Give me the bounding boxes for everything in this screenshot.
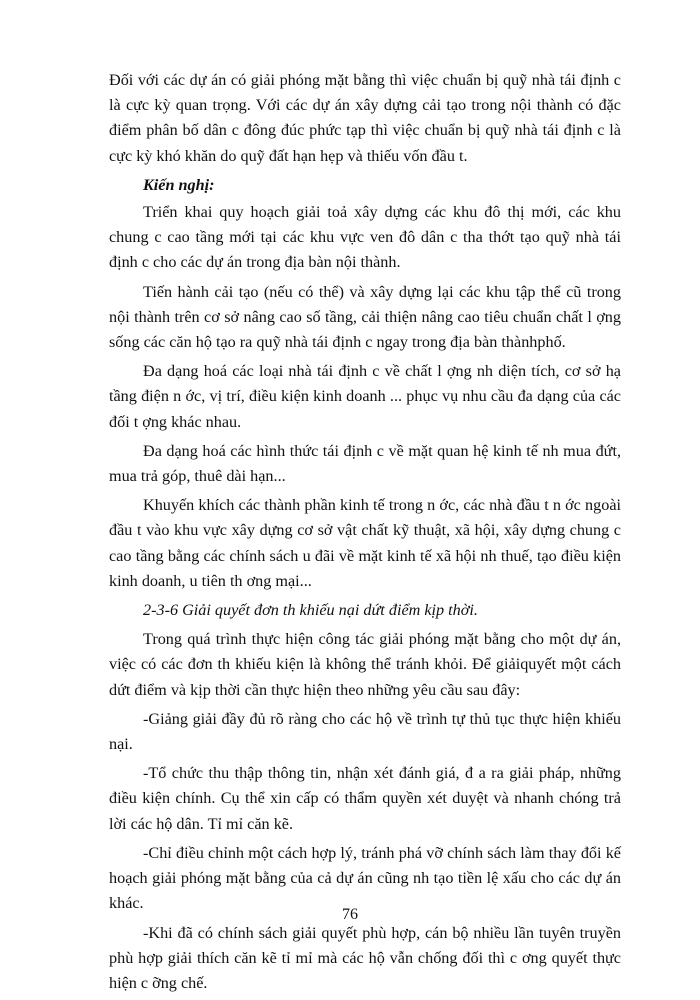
list-item-enforce: -Khi đã có chính sách giải quyết phù hợp, cán bộ nhiều lần tuyên truyền phù hợp giải thích căn kẽ tỉ mỉ mà các hộ vẫn chống đối thì c ơng quyết thực hiện c ỡng chế.	[109, 923, 621, 992]
page-body	[109, 68, 621, 1000]
paragraph-intro: Đối với các dự án có giải phóng mặt bằng thì việc chuẩn bị quỹ nhà tái định c là cực kỳ quan trọng. Với các dự án xây dựng cải tạo trong nội thành có đặc điểm phân bố dân c đông đúc phức tạp thì việc chuẩn bị quỹ nhà tái định c là cực kỳ khó khăn do quỹ đất hạn hẹp và thiếu vốn đầu t.	[109, 71, 621, 165]
paragraph-encourage-investment: Khuyến khích các thành phần kinh tế trong n ớc, các nhà đầu t n ớc ngoài đầu t vào khu vực xây dựng cơ sở vật chất kỹ thuật, xã hội, xây dựng chung c cao tầng bằng các chính sách u đãi về mặt kinh tế xã hội nh thuế, tạo điều kiện kinh doanh, u tiên th ơng mại...	[109, 496, 621, 590]
recommendations-heading: Kiến nghị:	[143, 175, 215, 194]
paragraph-complaints: Trong quá trình thực hiện công tác giải phóng mặt bằng cho một dự án, việc có các đơn th khiếu kiện là không thể tránh khỏi. Để giảiquyết một cách dứt điểm và kịp thời cần thực hiện theo những yêu cầu sau đây:	[109, 630, 621, 699]
list-item-explain: -Giảng giải đầy đủ rõ ràng cho các hộ về trình tự thủ tục thực hiện khiếu nại.	[109, 709, 621, 754]
paragraph-diversify-forms: Đa dạng hoá các hình thức tái định c về mặt quan hệ kinh tế nh mua đứt, mua trả góp, thuê dài hạn...	[109, 441, 621, 486]
list-item-collect-info: -Tổ chức thu thập thông tin, nhận xét đánh giá, đ a ra giải pháp, những điều kiện chính. Cụ thể xin cấp có thẩm quyền xét duyệt và nhanh chóng trả lời các hộ dân. Tỉ mỉ căn kẽ.	[109, 764, 621, 833]
page-number: 76	[342, 906, 358, 923]
paragraph-diversify-housing: Đa dạng hoá các loại nhà tái định c về chất l ợng nh diện tích, cơ sở hạ tầng điện n ớc, vị trí, điều kiện kinh doanh ... phục vụ nhu cầu đa dạng của các đối t ợng khác nhau.	[109, 362, 621, 431]
paragraph-renovation: Tiến hành cải tạo (nếu có thể) và xây dựng lại các khu tập thể cũ trong nội thành trên cơ sở nâng cao số tầng, cải thiện nâng cao tiêu chuẩn chất l ợng sống các căn hộ tạo ra quỹ nhà tái định c ngay trong địa bàn thànhphố.	[109, 282, 621, 352]
section-heading-2-3-6: 2-3-6 Giải quyết đơn th khiếu nại dứt điểm kịp thời.	[143, 601, 478, 620]
paragraph-new-urban-areas: Triển khai quy hoạch giải toả xây dựng các khu đô thị mới, các khu chung c cao tầng mới tại các khu vực ven đô dân c tha thớt tạo quỹ nhà tái định c cho các dự án trong địa bàn nội thành.	[109, 203, 621, 272]
list-item-adjust: -Chỉ điều chỉnh một cách hợp lý, tránh phá vỡ chính sách làm thay đổi kế hoạch giải phóng mặt bằng của cả dự án cũng nh tạo tiền lệ xấu cho các dự án khác.	[109, 843, 621, 913]
